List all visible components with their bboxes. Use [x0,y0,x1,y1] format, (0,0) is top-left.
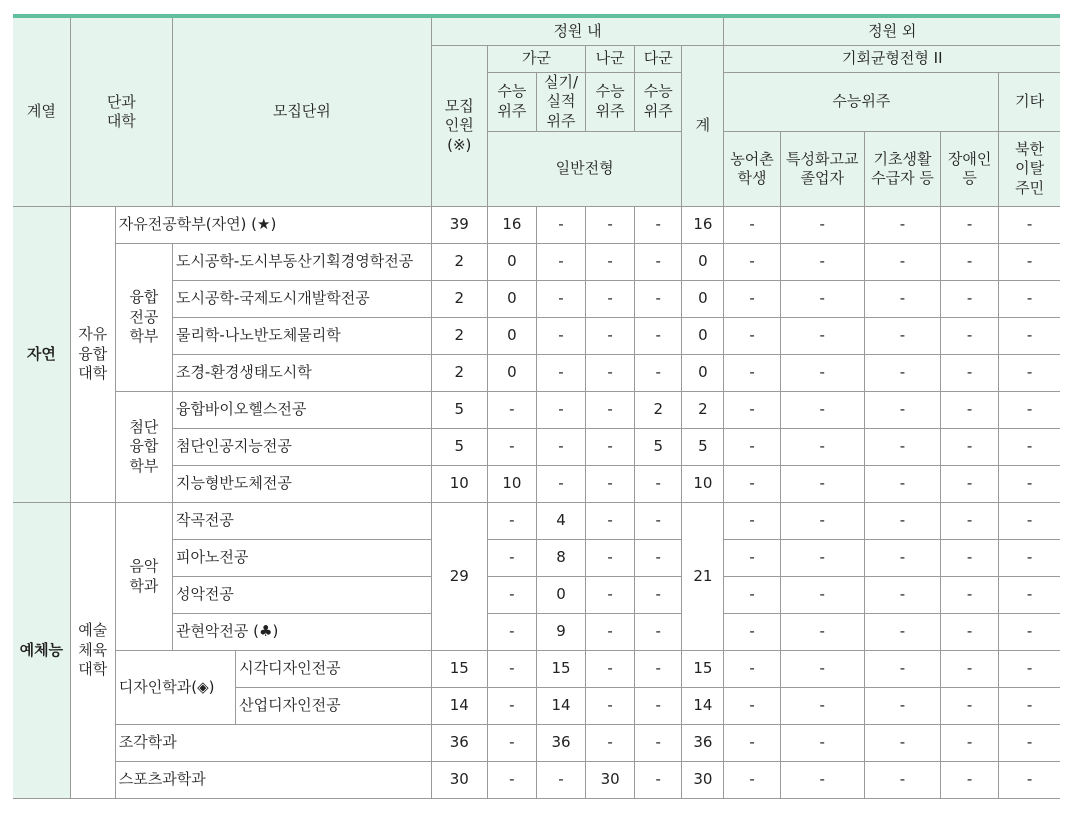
cell-na: - [586,429,635,466]
cell-ga-silgi: 0 [536,577,585,614]
cell-na: - [586,244,635,281]
cell-gye: 0 [682,244,724,281]
cell-gicho: - [864,466,940,503]
cell-teukseong: - [780,318,864,355]
cell-bukhan: - [999,466,1060,503]
cell-nongeochon: - [724,466,780,503]
cell-na: - [586,503,635,540]
cell-da: - [635,466,682,503]
cell-na: - [586,688,635,725]
cell-na: - [586,651,635,688]
cell-ga-suneung: 0 [487,281,536,318]
header-ilban: 일반전형 [487,132,682,207]
header-gicho: 기초생활 수급자 등 [864,132,940,207]
unit-name: 물리학-나노반도체물리학 [172,318,431,355]
admission-quota-table [13,18,1060,799]
unit-name: 관현악전공 (♣) [172,614,431,651]
cell-da: - [635,244,682,281]
cell-total: 14 [431,688,487,725]
cell-gye: 0 [682,281,724,318]
cell-total: 36 [431,725,487,762]
cell-jangaein: - [941,207,999,244]
table-row [13,244,1060,281]
table-row [13,651,1060,688]
header-suneung-group: 수능위주 [724,72,999,132]
cell-teukseong: - [780,466,864,503]
unit-name: 피아노전공 [172,540,431,577]
cell-teukseong: - [780,762,864,799]
cell-jangaein: - [941,392,999,429]
cell-ga-suneung: - [487,688,536,725]
cell-teukseong: - [780,244,864,281]
cell-jangaein: - [941,355,999,392]
header-dangwa: 단과 대학 [70,18,172,207]
cell-jangaein: - [941,614,999,651]
cell-gicho: - [864,207,940,244]
cell-total: 10 [431,466,487,503]
cell-ga-silgi: 14 [536,688,585,725]
cell-na: - [586,614,635,651]
cell-jangaein: - [941,281,999,318]
cell-ga-silgi: 15 [536,651,585,688]
cell-da: - [635,318,682,355]
cell-na: - [586,318,635,355]
cell-ga-silgi: - [536,281,585,318]
cell-gicho: - [864,429,940,466]
cell-gicho: - [864,762,940,799]
cell-total: 2 [431,244,487,281]
cell-da: - [635,281,682,318]
cell-teukseong: - [780,392,864,429]
header-gyeyeol: 계열 [13,18,70,207]
cell-ga-suneung: - [487,503,536,540]
cell-ga-suneung: - [487,762,536,799]
cell-ga-suneung: - [487,725,536,762]
cell-da: - [635,503,682,540]
header-mojip-inwon: 모집 인원 (※) [431,45,487,207]
cell-nongeochon: - [724,429,780,466]
unit-name: 자유전공학부(자연) (★) [115,207,431,244]
admission-table-container [13,14,1060,799]
cell-bukhan: - [999,318,1060,355]
cell-total: 2 [431,318,487,355]
cell-gicho: - [864,577,940,614]
header-jeongwon-oe: 정원 외 [724,18,1060,45]
cell-gye: 30 [682,762,724,799]
dept-design: 디자인학과(◈) [115,651,235,725]
cell-total: 2 [431,355,487,392]
college-yesul-cheyuk: 예술 체육 대학 [70,503,115,799]
cell-ga-suneung: 0 [487,244,536,281]
cell-nongeochon: - [724,540,780,577]
cell-nongeochon: - [724,762,780,799]
cell-na: - [586,577,635,614]
cell-nongeochon: - [724,614,780,651]
cell-total: 5 [431,429,487,466]
header-nagun: 나군 [586,45,635,72]
unit-name: 성악전공 [172,577,431,614]
cell-nongeochon: - [724,651,780,688]
cell-ga-suneung: - [487,614,536,651]
cell-na: - [586,207,635,244]
cell-jangaein: - [941,466,999,503]
cell-teukseong: - [780,207,864,244]
table-row [13,762,1060,799]
cell-bukhan: - [999,244,1060,281]
unit-name: 첨단인공지능전공 [172,429,431,466]
cell-jangaein: - [941,651,999,688]
cell-nongeochon: - [724,318,780,355]
unit-name: 도시공학-도시부동산기획경영학전공 [172,244,431,281]
cell-ga-suneung: - [487,651,536,688]
cell-na: - [586,281,635,318]
group-yechene: 예체능 [13,503,70,799]
cell-bukhan: - [999,725,1060,762]
unit-name: 조경-환경생태도시학 [172,355,431,392]
cell-na: - [586,725,635,762]
cell-na: - [586,540,635,577]
cell-gye: 16 [682,207,724,244]
cell-total: 15 [431,651,487,688]
cell-da: - [635,762,682,799]
cell-teukseong: - [780,429,864,466]
unit-name: 지능형반도체전공 [172,466,431,503]
cell-ga-suneung: - [487,540,536,577]
header-jeongwon-nae: 정원 내 [431,18,724,45]
cell-na: - [586,466,635,503]
cell-ga-suneung: 10 [487,466,536,503]
cell-total: 5 [431,392,487,429]
cell-gicho: - [864,244,940,281]
cell-bukhan: - [999,651,1060,688]
cell-ga-suneung: 0 [487,355,536,392]
cell-jangaein: - [941,503,999,540]
header-suneung-da: 수능 위주 [635,72,682,132]
unit-name: 스포츠과학과 [115,762,431,799]
cell-ga-silgi: 4 [536,503,585,540]
cell-bukhan: - [999,429,1060,466]
unit-name: 작곡전공 [172,503,431,540]
unit-name: 도시공학-국제도시개발학전공 [172,281,431,318]
header-teukseong: 특성화고교 졸업자 [780,132,864,207]
cell-nongeochon: - [724,244,780,281]
cell-bukhan: - [999,540,1060,577]
cell-ga-silgi: - [536,355,585,392]
cell-gye: 5 [682,429,724,466]
cell-bukhan: - [999,503,1060,540]
cell-ga-suneung: - [487,577,536,614]
cell-bukhan: - [999,281,1060,318]
header-bukhan: 북한 이탈 주민 [999,132,1060,207]
cell-ga-silgi: 8 [536,540,585,577]
cell-da: - [635,725,682,762]
cell-da: - [635,577,682,614]
dept-eumak: 음악 학과 [115,503,172,651]
cell-ga-silgi: 9 [536,614,585,651]
cell-jangaein: - [941,688,999,725]
header-suneung-na: 수능 위주 [586,72,635,132]
cell-nongeochon: - [724,725,780,762]
header-gagun: 가군 [487,45,585,72]
cell-bukhan: - [999,762,1060,799]
table-row [13,207,1060,244]
cell-gye: 0 [682,355,724,392]
header-nongeochon: 농어촌 학생 [724,132,780,207]
cell-nongeochon: - [724,355,780,392]
cell-ga-suneung: - [487,392,536,429]
table-row [13,725,1060,762]
cell-gicho: - [864,725,940,762]
cell-gicho: - [864,503,940,540]
college-jayu-yunghap: 자유 융합 대학 [70,207,115,503]
cell-gicho: - [864,540,940,577]
cell-teukseong: - [780,503,864,540]
unit-name: 산업디자인전공 [236,688,432,725]
cell-ga-silgi: 36 [536,725,585,762]
cell-da: 2 [635,392,682,429]
cell-na: - [586,355,635,392]
header-gita: 기타 [999,72,1060,132]
cell-jangaein: - [941,577,999,614]
cell-ga-suneung: - [487,429,536,466]
unit-name: 시각디자인전공 [236,651,432,688]
cell-gye: 15 [682,651,724,688]
header-mojip-danwi: 모집단위 [172,18,431,207]
cell-gye: 2 [682,392,724,429]
cell-gye: 10 [682,466,724,503]
cell-da: - [635,207,682,244]
cell-jangaein: - [941,540,999,577]
cell-jangaein: - [941,762,999,799]
cell-gicho: - [864,281,940,318]
header-jangaein: 장애인 등 [941,132,999,207]
cell-teukseong: - [780,651,864,688]
cell-ga-silgi: - [536,318,585,355]
cell-gye: 14 [682,688,724,725]
cell-ga-suneung: 16 [487,207,536,244]
cell-da: - [635,614,682,651]
cell-nongeochon: - [724,503,780,540]
header-gihoe: 기회균형전형 II [724,45,1060,72]
cell-ga-silgi: - [536,466,585,503]
cell-bukhan: - [999,207,1060,244]
group-jayeon: 자연 [13,207,70,503]
table-row [13,392,1060,429]
cell-ga-silgi: - [536,244,585,281]
table-row [13,503,1060,540]
cell-ga-silgi: - [536,762,585,799]
cell-teukseong: - [780,355,864,392]
cell-da: - [635,651,682,688]
cell-total: 2 [431,281,487,318]
cell-teukseong: - [780,577,864,614]
cell-gicho: - [864,614,940,651]
cell-na: - [586,392,635,429]
header-silgi: 실기/ 실적 위주 [536,72,585,132]
cell-teukseong: - [780,614,864,651]
cell-bukhan: - [999,614,1060,651]
header-dagun: 다군 [635,45,682,72]
cell-nongeochon: - [724,207,780,244]
unit-name: 조각학과 [115,725,431,762]
cell-bukhan: - [999,355,1060,392]
cell-gye: 36 [682,725,724,762]
cell-ga-silgi: - [536,207,585,244]
cell-total: 30 [431,762,487,799]
cell-nongeochon: - [724,392,780,429]
cell-ga-silgi: - [536,429,585,466]
cell-teukseong: - [780,725,864,762]
cell-bukhan: - [999,577,1060,614]
cell-bukhan: - [999,392,1060,429]
cell-gicho: - [864,392,940,429]
cell-teukseong: - [780,281,864,318]
cell-na: 30 [586,762,635,799]
cell-total-eumak: 29 [431,503,487,651]
dept-yunghap-jeongong: 융합 전공 학부 [115,244,172,392]
cell-teukseong: - [780,688,864,725]
cell-nongeochon: - [724,577,780,614]
unit-name: 융합바이오헬스전공 [172,392,431,429]
cell-bukhan: - [999,688,1060,725]
cell-jangaein: - [941,318,999,355]
cell-total: 39 [431,207,487,244]
cell-da: - [635,540,682,577]
cell-ga-suneung: 0 [487,318,536,355]
cell-gye-eumak: 21 [682,503,724,651]
dept-cheomdan-yunghap: 첨단 융합 학부 [115,392,172,503]
cell-jangaein: - [941,725,999,762]
cell-ga-silgi: - [536,392,585,429]
cell-nongeochon: - [724,688,780,725]
header-gye: 계 [682,45,724,207]
cell-teukseong: - [780,540,864,577]
cell-da: - [635,688,682,725]
cell-gicho: - [864,688,940,725]
cell-da: - [635,355,682,392]
cell-gye: 0 [682,318,724,355]
cell-nongeochon: - [724,281,780,318]
cell-gicho: - [864,355,940,392]
cell-da: 5 [635,429,682,466]
cell-jangaein: - [941,244,999,281]
header-suneung-ga: 수능 위주 [487,72,536,132]
cell-gicho: - [864,318,940,355]
cell-gicho: - [864,651,940,688]
cell-jangaein: - [941,429,999,466]
